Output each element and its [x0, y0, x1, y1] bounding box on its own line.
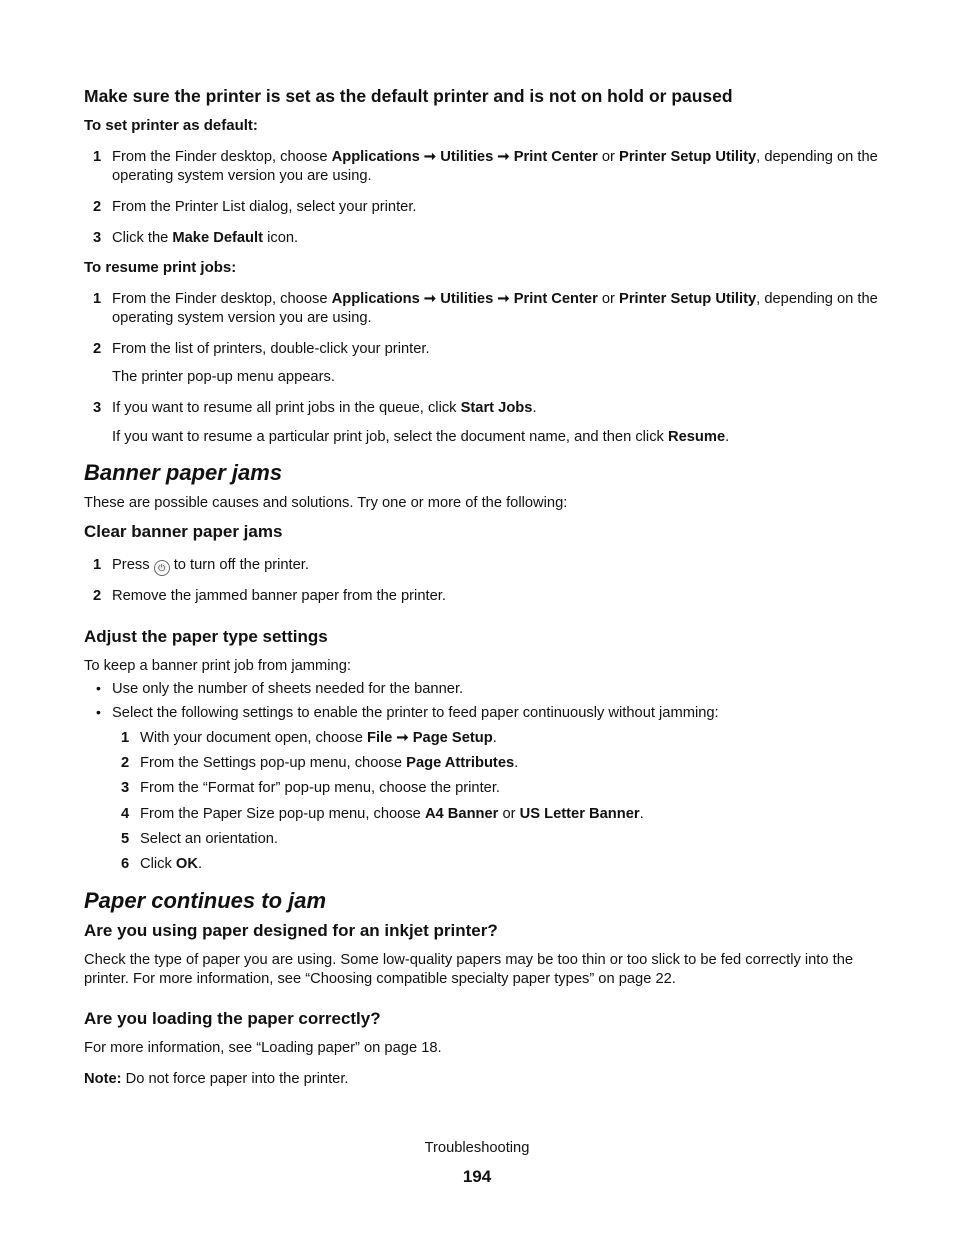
page-number: 194 [462, 1167, 492, 1186]
note: Note: Do not force paper into the printer. [84, 1071, 349, 1087]
subheading-clear-banner-jams: Clear banner paper jams [84, 522, 283, 541]
step-number: 1 [93, 149, 102, 165]
section-heading-paper-continues: Paper continues to jam [84, 888, 327, 913]
subheading-inkjet-paper: Are you using paper designed for an inkjet printer? [84, 921, 498, 940]
subheading-loading-paper: Are you loading the paper correctly? [84, 1009, 381, 1028]
step-number: 1 [93, 557, 102, 573]
bullet-item: Use only the number of sheets needed for the banner. [112, 681, 464, 697]
step-text: From the Printer List dialog, select your printer. [112, 199, 417, 215]
step-number: 2 [93, 199, 102, 215]
bullet-marker: • [96, 704, 101, 720]
section-intro: These are possible causes and solutions. Try one or more of the following: [84, 495, 568, 511]
step-text: From the Finder desktop, choose Applications ➞ Utilities ➞ Print Center or Printer Setup Utility, depending on the operating system version you are using. [112, 291, 878, 326]
step-number: 2 [121, 755, 130, 771]
loading-text: For more information, see “Loading paper” on page 18. [84, 1040, 442, 1056]
step-number: 6 [121, 856, 130, 872]
subheading-set-default: To set printer as default: [84, 117, 258, 134]
step-number: 3 [93, 230, 102, 246]
power-icon: ⏻ [154, 560, 170, 576]
step-text: From the “Format for” pop-up menu, choose the printer. [140, 780, 501, 796]
step-text: Click the Make Default icon. [112, 230, 299, 246]
step-text: From the Finder desktop, choose Applications ➞ Utilities ➞ Print Center or Printer Setup Utility, depending on the operating system version you are using. [112, 149, 878, 184]
step-text: Click OK. [140, 856, 203, 872]
footer-section-name: Troubleshooting [424, 1140, 530, 1156]
step-number: 1 [93, 291, 102, 307]
step-note: The printer pop-up menu appears. [112, 369, 335, 385]
bullet-item: Select the following settings to enable the printer to feed paper continuously without jamming: [112, 705, 719, 721]
step-number: 2 [93, 588, 102, 604]
step-number: 3 [121, 780, 130, 796]
step-number: 1 [121, 730, 130, 746]
section-heading-banner-jams: Banner paper jams [84, 460, 283, 485]
step-number: 5 [121, 831, 130, 847]
subheading-adjust-paper-type: Adjust the paper type settings [84, 627, 328, 646]
adjust-intro: To keep a banner print job from jamming: [84, 658, 351, 674]
subheading-resume-jobs: To resume print jobs: [84, 259, 237, 276]
step-text: Remove the jammed banner paper from the printer. [112, 588, 446, 604]
step-text: From the Settings pop-up menu, choose Page Attributes. [140, 755, 519, 771]
step-text: From the list of printers, double-click your printer. [112, 341, 430, 357]
step-note: If you want to resume a particular print job, select the document name, and then click Resume. [112, 429, 730, 445]
step-text: Press ⏻ to turn off the printer. [112, 556, 309, 576]
section-heading-default-printer: Make sure the printer is set as the default printer and is not on hold or paused [84, 86, 733, 106]
step-number: 4 [121, 806, 130, 822]
bullet-marker: • [96, 680, 101, 696]
step-text: If you want to resume all print jobs in the queue, click Start Jobs. [112, 400, 537, 416]
step-number: 2 [93, 341, 102, 357]
step-text: Select an orientation. [140, 831, 278, 847]
step-number: 3 [93, 400, 102, 416]
step-text: With your document open, choose File ➞ Page Setup. [140, 730, 497, 746]
step-text: From the Paper Size pop-up menu, choose A4 Banner or US Letter Banner. [140, 806, 644, 822]
inkjet-text: Check the type of paper you are using. Some low-quality papers may be too thin or too slick to be fed correctly into the printer. For more information, see “Choosing compatible specialty paper types” on page 22. [84, 952, 854, 987]
